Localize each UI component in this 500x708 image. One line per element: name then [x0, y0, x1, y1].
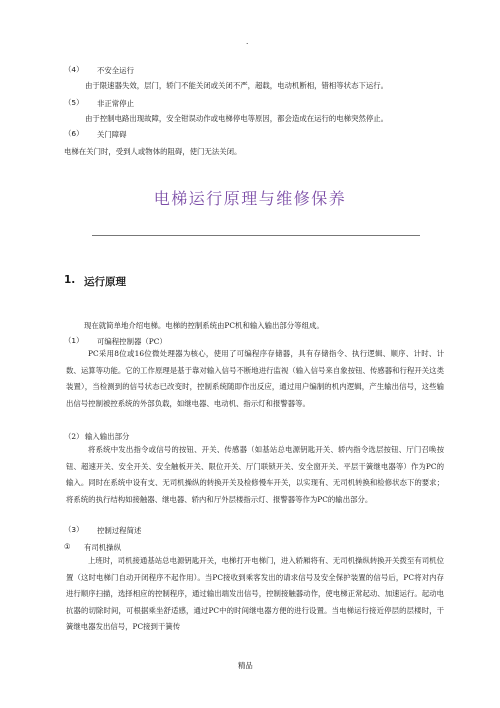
fault-6-title: 关门障碍 — [97, 130, 127, 139]
sub2-paragraph: 将系统中发出指令或信号的按钮、开关、传感器（如基站总电源钥匙开关、轿内指令选层按钮、厅门召唤按钮、超速开关、安全开关、安全触板开关、限位开关、厅门联锁开关、安全窗开关、平层干簧继电器等）作为PC的输入。同时在系统中设有支、无司机操纵的转换开关及检修慢车开关，以实现有、无司机转换和检修状态下的要求；将系统的执行结构如接触器、继电器、轿内和厅外层楼指示灯、报警器等作为PC的输出部分。 — [66, 445, 444, 504]
page-footer: 精品 — [238, 661, 253, 670]
item1-number: ① — [64, 542, 71, 551]
title-divider — [92, 235, 420, 236]
sub2-number: （2） — [64, 432, 84, 441]
item1-paragraph: 上班时，司机接通基站总电源钥匙开关，电梯打开电梯门，进入轿厢将有、无司机操纵转换开关拨至有司机位置（这时电梯门自动开闭程序不起作用）。当PC接收到乘客发出的请求信号及安全保护装置的信号后，PC将对内存进行顺序扫描，选择相应的控制程序，通过输出端发出信号，控制接触器动作，使电梯正常起动、加速运行。起动电抗器的切除时间，可根据乘坐舒适感，通过PC中的时间继电器方便的进行设置。当电梯运行接近停层的层楼时，干簧继电器发出信号，PC接到干簧传 — [66, 556, 444, 632]
fault-5-title: 非正常停止 — [97, 99, 134, 108]
sub1-number: （1） — [64, 336, 84, 345]
fault-4-desc: 由于限速器失效，层门，轿门不能关闭或关闭不严，超载，电动机断相，错相等状态下运行。 — [85, 81, 389, 90]
fault-5-desc: 由于控制电路出现故障，安全钳误动作或电梯停电等原因，都会造成在运行的电梯突然停止。 — [85, 114, 389, 123]
section-title: 运行原理 — [84, 276, 126, 288]
fault-4-title: 不安全运行 — [97, 66, 134, 75]
fault-6-desc: 电梯在关门时，受到人或物体的阻碍，使门无法关闭。 — [64, 147, 242, 156]
intro-paragraph: 现在就简单地介绍电梯。电梯的控制系统由PC机和输入输出部分等组成。 — [84, 321, 324, 330]
section-number: 1. — [64, 274, 76, 286]
fault-6-number: （6） — [64, 129, 84, 138]
fault-4-number: （4） — [64, 65, 84, 74]
sub1-paragraph: PC采用8位或16位微处理器为核心，使用了可编程序存储器，具有存储指令、执行逻辑、顺序、计时、计数、运算等功能。它的工作原理是基于靠对输入信号不断地进行监视（输入信号来自象按钮、传感器和行程开关这类装置），当检测到的信号状态已改变时，控制系统随即作出反应，通过用户编制的机内逻辑，产生输出信号，这些输出信号控制被控系统的外部负载，如继电器、电动机、指示灯和报警器等。 — [66, 349, 444, 408]
document-title: 电梯运行原理与维修保养 — [153, 189, 347, 208]
sub3-number: （3） — [64, 525, 84, 534]
sub3-title: 控制过程简述 — [97, 526, 142, 535]
top-mark: . — [246, 37, 249, 46]
sub1-title: 可编程控制器（PC） — [97, 337, 167, 346]
sub2-title: 输入输出部分 — [85, 432, 130, 441]
fault-5-number: （5） — [64, 98, 84, 107]
item1-title: 有司机操纵 — [84, 543, 121, 552]
